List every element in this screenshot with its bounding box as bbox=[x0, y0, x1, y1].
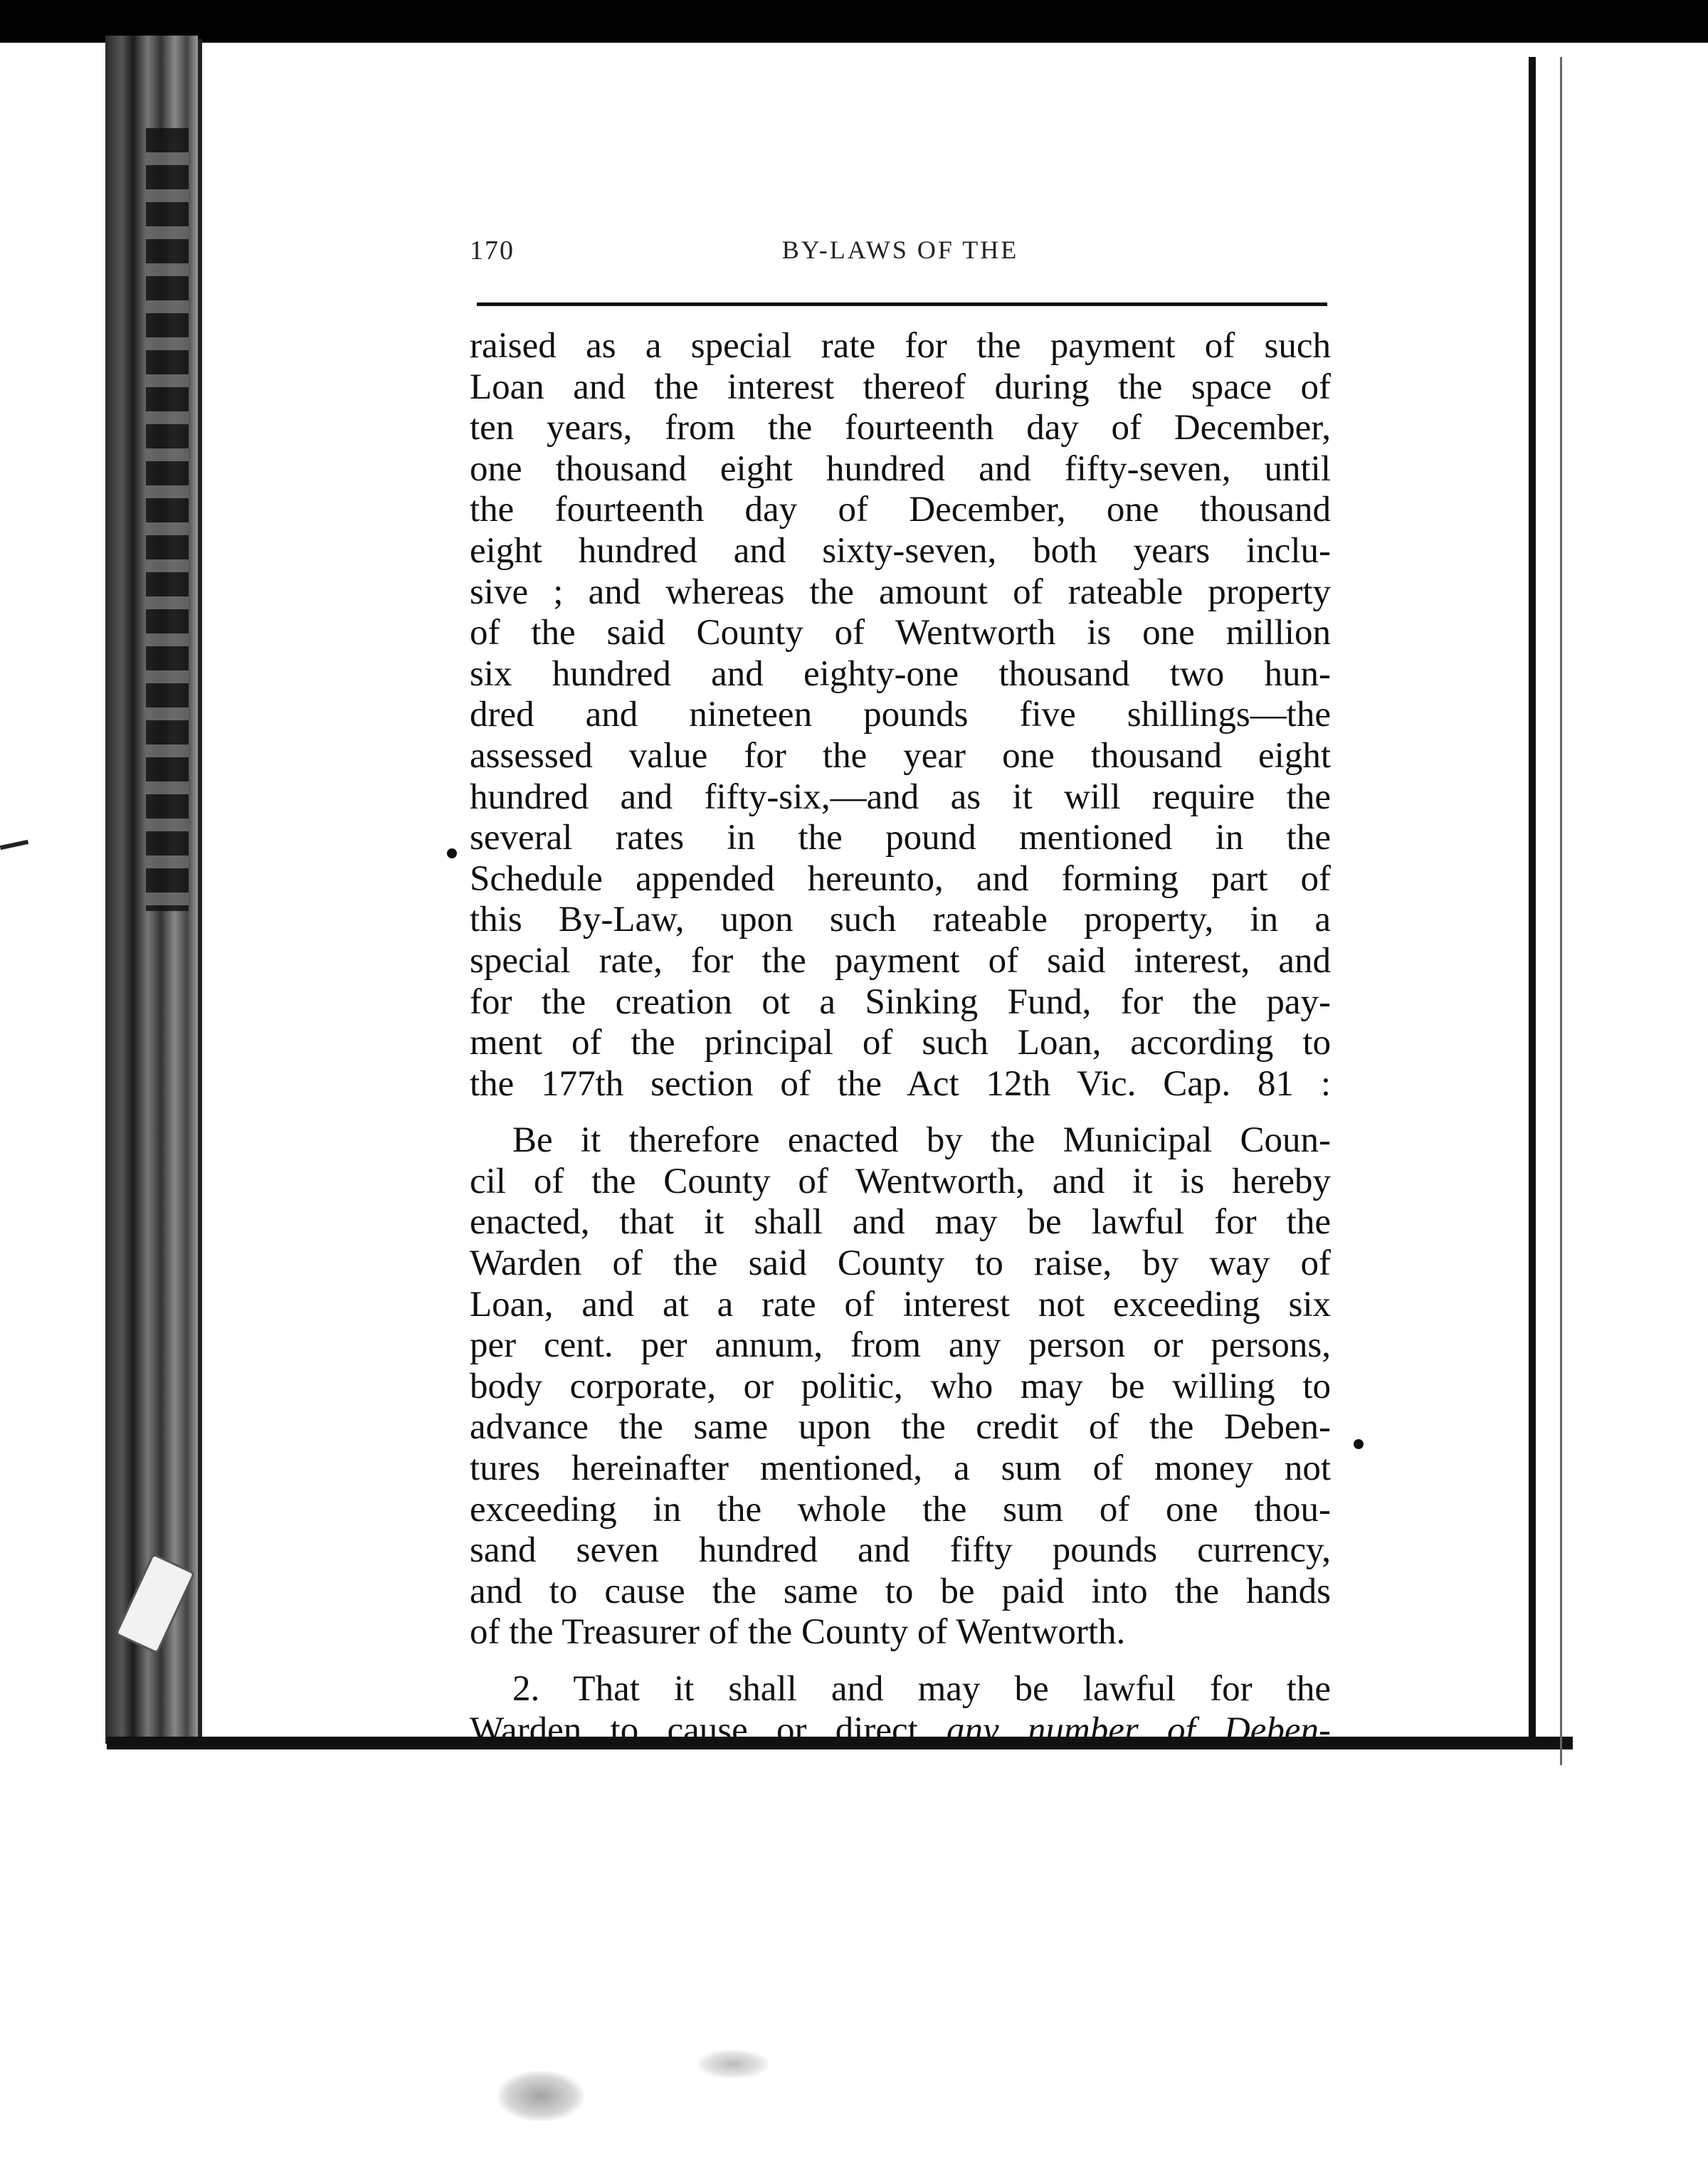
paragraph-3 bbox=[470, 1669, 1331, 1751]
page-body bbox=[470, 326, 1331, 1751]
text-line: and to cause the same to be paid into the hands bbox=[470, 1571, 1331, 1611]
text-line: enacted, that it shall and may be lawful for the bbox=[470, 1202, 1331, 1243]
page-edge-left bbox=[198, 39, 202, 1747]
text-line: for the creation ot a Sinking Fund, for the pay- bbox=[470, 981, 1331, 1022]
text-line: exceeding in the whole the sum of one thou- bbox=[470, 1489, 1331, 1530]
text-line: 2. That it shall and may be lawful for the bbox=[512, 1669, 1331, 1709]
text-line: the fourteenth day of December, one thousand bbox=[470, 490, 1331, 530]
text-run: Warden to cause or direct bbox=[470, 1710, 947, 1750]
text-line: this By-Law, upon such rateable property, in a bbox=[470, 900, 1331, 940]
text-line: ten years, from the fourteenth day of December, bbox=[470, 408, 1331, 448]
text-line: ment of the principal of such Loan, according to bbox=[470, 1023, 1331, 1063]
margin-dot bbox=[1354, 1439, 1364, 1449]
text-line: one thousand eight hundred and fifty-seven, until bbox=[470, 448, 1331, 489]
text-line: cil of the County of Wentworth, and it is hereby bbox=[470, 1161, 1331, 1201]
header-rule bbox=[477, 302, 1327, 306]
text-line: Be it therefore enacted by the Municipal Coun- bbox=[512, 1120, 1331, 1161]
running-head: BY-LAWS OF THE bbox=[781, 236, 1019, 264]
text-line: advance the same upon the credit of the Deben- bbox=[470, 1407, 1331, 1448]
text-line: sive ; and whereas the amount of rateable property bbox=[470, 572, 1331, 612]
paragraph-2 bbox=[470, 1120, 1331, 1653]
text-line: the 177th section of the Act 12th Vic. Cap. 81 : bbox=[470, 1063, 1331, 1104]
margin-dot bbox=[447, 848, 457, 858]
smudge bbox=[697, 2050, 769, 2078]
italic-text-run: any number of Deben- bbox=[947, 1710, 1331, 1750]
text-line: several rates in the pound mentioned in the bbox=[470, 818, 1331, 858]
text-line: sand seven hundred and fifty pounds currency, bbox=[470, 1530, 1331, 1571]
text-line: per cent. per annum, from any person or persons, bbox=[470, 1325, 1331, 1366]
page-edge-right bbox=[1529, 57, 1536, 1737]
text-line: raised as a special rate for the payment of such bbox=[470, 326, 1331, 366]
spine-lettering bbox=[146, 128, 189, 911]
text-line: of the Treasurer of the County of Wentworth. bbox=[470, 1612, 1126, 1653]
text-line: six hundred and eighty-one thousand two hun- bbox=[470, 653, 1331, 694]
text-line: assessed value for the year one thousand eight bbox=[470, 735, 1331, 776]
margin-mark bbox=[0, 840, 28, 850]
text-line: eight hundred and sixty-seven, both years inclu- bbox=[470, 530, 1331, 571]
text-line: special rate, for the payment of said interest, and bbox=[470, 940, 1331, 981]
facing-page-edge bbox=[1560, 57, 1562, 1765]
text-line: of the said County of Wentworth is one million bbox=[470, 613, 1331, 653]
text-line: tures hereinafter mentioned, a sum of money not bbox=[470, 1448, 1331, 1489]
text-line: dred and nineteen pounds five shillings—the bbox=[470, 695, 1331, 735]
text-line: hundred and fifty-six,—and as it will require the bbox=[470, 777, 1331, 817]
text-line: Schedule appended hereunto, and forming part of bbox=[470, 858, 1331, 899]
page-header bbox=[470, 235, 1331, 278]
text-line: body corporate, or politic, who may be willing to bbox=[470, 1366, 1331, 1406]
text-line: Warden of the said County to raise, by way of bbox=[470, 1243, 1331, 1284]
smudge bbox=[498, 2071, 584, 2121]
text-line: Loan and the interest thereof during the space of bbox=[470, 367, 1331, 407]
scan-background bbox=[0, 0, 1708, 43]
text-line bbox=[470, 1710, 1331, 1752]
paragraph-1 bbox=[470, 326, 1331, 1105]
text-line: Loan, and at a rate of interest not exceeding six bbox=[470, 1284, 1331, 1325]
page-number: 170 bbox=[470, 236, 515, 265]
